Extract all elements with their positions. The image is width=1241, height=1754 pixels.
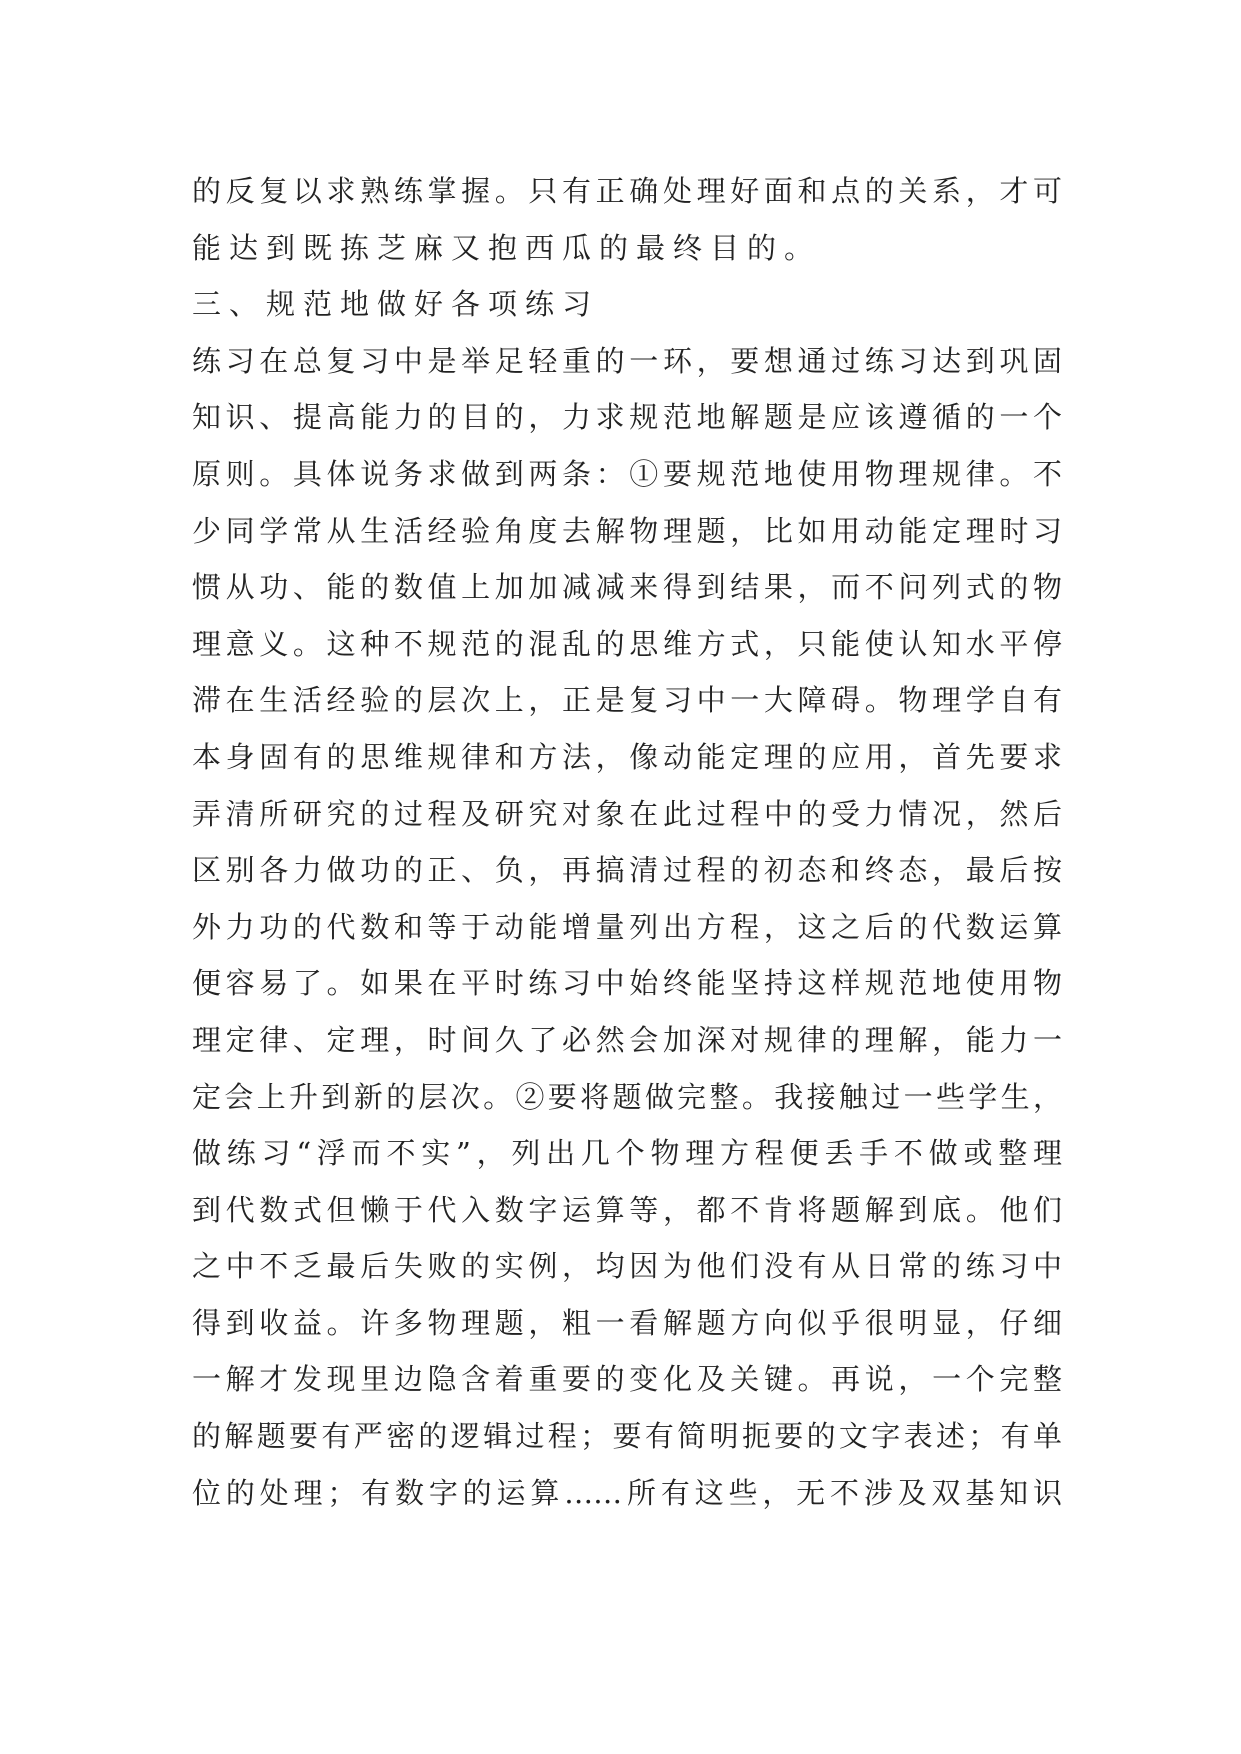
text-line: 的解题要有严密的逻辑过程；要有简明扼要的文字表述；有单 <box>192 1419 1062 1454</box>
text-line: 便容易了。如果在平时练习中始终能坚持这样规范地使用物 <box>192 966 1062 1001</box>
text-line: 能达到既拣芝麻又抱西瓜的最终目的。 <box>192 230 822 265</box>
section-heading: 三、规范地做好各项练习 <box>192 287 600 322</box>
text-line: 滞在生活经验的层次上，正是复习中一大障碍。物理学自有 <box>192 683 1062 718</box>
body-text <box>192 163 1062 1521</box>
text-line: 原则。具体说务求做到两条：①要规范地使用物理规律。不 <box>192 456 1062 491</box>
text-line: 的反复以求熟练掌握。只有正确处理好面和点的关系，才可 <box>192 174 1062 208</box>
text-line: 弄清所研究的过程及研究对象在此过程中的受力情况，然后 <box>192 796 1062 831</box>
text-line: 到代数式但懒于代入数字运算等，都不肯将题解到底。他们 <box>192 1192 1062 1227</box>
text-line: 惯从功、能的数值上加加减减来得到结果，而不问列式的物 <box>192 570 1062 605</box>
text-line: 位的处理；有数字的运算……所有这些，无不涉及双基知识 <box>192 1475 1062 1510</box>
text-line: 得到收益。许多物理题，粗一看解题方向似乎很明显，仔细 <box>192 1305 1062 1340</box>
text-line: 理定律、定理，时间久了必然会加深对规律的理解，能力一 <box>192 1022 1062 1057</box>
text-line: 一解才发现里边隐含着重要的变化及关键。再说，一个完整 <box>192 1362 1062 1397</box>
text-line: 区别各力做功的正、负，再搞清过程的初态和终态，最后按 <box>192 853 1062 888</box>
text-line: 练习在总复习中是举足轻重的一环，要想通过练习达到巩固 <box>192 343 1062 378</box>
text-line: 之中不乏最后失败的实例，均因为他们没有从日常的练习中 <box>192 1249 1062 1284</box>
text-line: 少同学常从生活经验角度去解物理题，比如用动能定理时习 <box>192 513 1062 548</box>
text-line: 外力功的代数和等于动能增量列出方程，这之后的代数运算 <box>192 909 1062 944</box>
text-line: 做练习“浮而不实”，列出几个物理方程便丢手不做或整理 <box>192 1136 1062 1171</box>
text-line: 定会上升到新的层次。②要将题做完整。我接触过一些学生， <box>192 1079 1062 1114</box>
text-line: 知识、提高能力的目的，力求规范地解题是应该遵循的一个 <box>192 400 1062 435</box>
text-line: 本身固有的思维规律和方法，像动能定理的应用，首先要求 <box>192 739 1062 774</box>
text-line: 理意义。这种不规范的混乱的思维方式，只能使认知水平停 <box>192 626 1062 661</box>
